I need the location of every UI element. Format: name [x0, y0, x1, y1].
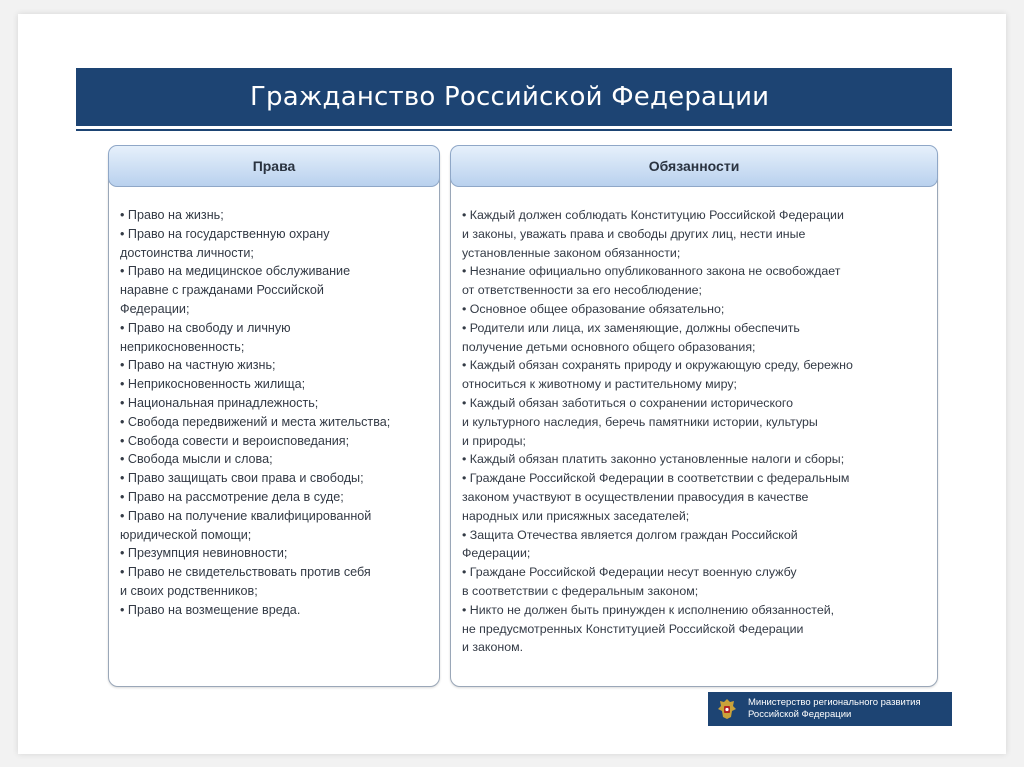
coat-of-arms-icon	[716, 697, 738, 721]
ministry-badge	[708, 692, 952, 726]
rights-header	[108, 145, 440, 187]
page-title: Гражданство Российской Федерации	[250, 82, 770, 112]
list-item: • Право на государственную охрану достоинства личности;	[120, 226, 330, 260]
title-bar	[76, 68, 952, 126]
list-item: • Никто не должен быть принужден к исполнению обязанностей, не предусмотренных Конституцией Российской Федерации и законом.	[462, 602, 835, 655]
list-item: • Свобода совести и вероисповедания;	[120, 433, 350, 448]
list-item: • Граждане Российской Федерации несут военную службу в соответствии с федеральным законом;	[462, 565, 797, 598]
list-item: • Право на возмещение вреда.	[120, 602, 301, 617]
list-item: • Право не свидетельствовать против себя и своих родственников;	[120, 565, 371, 598]
list-item: • Право на медицинское обслуживание наравне с гражданами Российской Федерации;	[120, 264, 351, 316]
rights-list	[120, 206, 438, 620]
list-item: • Право на рассмотрение дела в суде;	[120, 489, 344, 504]
duties-list	[462, 206, 936, 657]
list-item: • Право на получение квалифицированной юридической помощи;	[120, 508, 372, 542]
duties-header	[450, 145, 938, 187]
duties-header-label: Обязанности	[648, 158, 740, 174]
list-item: • Право на частную жизнь;	[120, 358, 276, 373]
list-item: • Свобода мысли и слова;	[120, 452, 273, 467]
ministry-name-line1: Министерство регионального развития	[748, 697, 921, 708]
list-item: • Право на свободу и личную неприкосновенность;	[120, 320, 291, 354]
list-item: • Неприкосновенность жилища;	[120, 377, 306, 392]
list-item: • Каждый обязан заботиться о сохранении исторического и культурного наследия, беречь памятники истории, культуры и природы;	[462, 395, 818, 448]
list-item: • Каждый обязан платить законно установленные налоги и сборы;	[462, 452, 845, 467]
list-item: • Право защищать свои права и свободы;	[120, 471, 364, 486]
list-item: • Незнание официально опубликованного закона не освобождает от ответственности за его несоблюдение;	[462, 264, 841, 298]
list-item: • Основное общее образование обязательно;	[462, 301, 725, 316]
ministry-name-line2: Российской Федерации	[748, 709, 852, 720]
list-item: • Презумпция невиновности;	[120, 546, 288, 561]
list-item: • Национальная принадлежность;	[120, 395, 319, 410]
list-item: • Каждый должен соблюдать Конституцию Российской Федерации и законы, уважать права и свободы других лиц, нести иные установленные законом обязанности;	[462, 208, 844, 260]
list-item: • Защита Отечества является долгом граждан Российской Федерации;	[462, 527, 798, 561]
list-item: • Каждый обязан сохранять природу и окружающую среду, бережно относиться к животному и растительному миру;	[462, 358, 853, 392]
list-item: • Граждане Российской Федерации в соответствии с федеральным законом участвуют в осуществлении правосудия в качестве народных или присяжных заседателей;	[462, 471, 850, 523]
ministry-name	[748, 697, 921, 721]
list-item: • Право на жизнь;	[120, 208, 224, 222]
rights-header-label: Права	[252, 158, 296, 174]
slide	[18, 14, 1006, 754]
title-divider	[76, 129, 952, 131]
list-item: • Родители или лица, их заменяющие, должны обеспечить получение детьми основного общего образования;	[462, 320, 800, 354]
list-item: • Свобода передвижений и места жительства;	[120, 414, 391, 429]
